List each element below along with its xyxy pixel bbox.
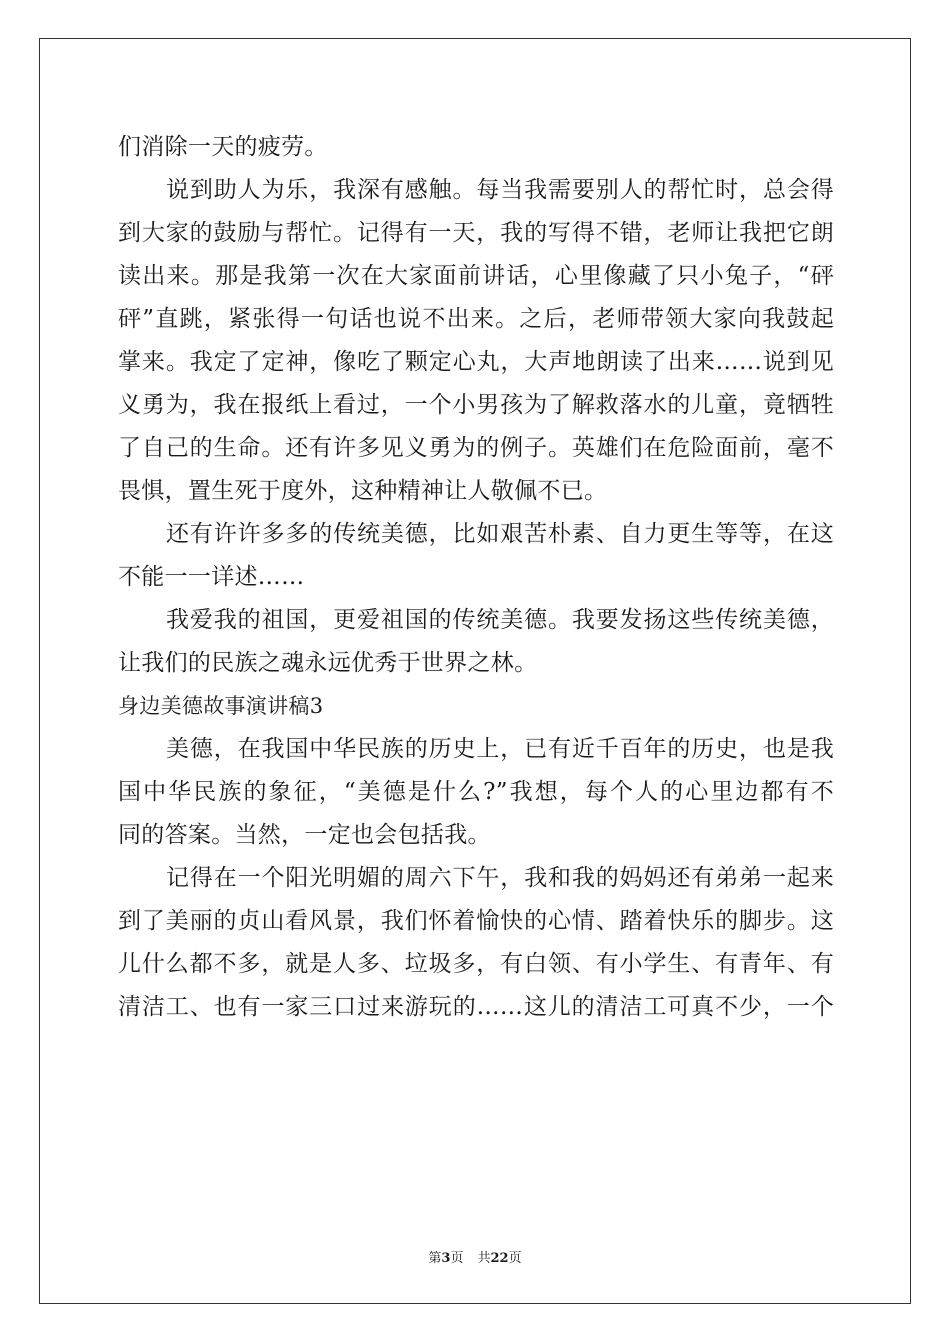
- text-line-6: 掌来。我定了定神，像吃了颗定心丸，大声地朗读了出来……说到见: [118, 349, 834, 375]
- text-line-17: 同的答案。当然，一定也会包括我。: [118, 822, 491, 848]
- text-line-12: 我爱我的祖国，更爱祖国的传统美德。我要发扬这些传统美德，: [166, 607, 834, 633]
- text-line-4: 读出来。那是我第一次在大家面前讲话，心里像藏了只小兔子，“砰: [118, 263, 834, 289]
- total-prefix: 共: [477, 1251, 491, 1266]
- text-line-1: 们消除一天的疲劳。: [118, 134, 328, 160]
- section-heading: 身边美德故事演讲稿3: [118, 694, 324, 718]
- page-number: 3: [441, 1251, 451, 1266]
- text-line-15: 美德，在我国中华民族的历史上，已有近千百年的历史，也是我: [166, 736, 834, 762]
- text-line-18: 记得在一个阳光明媚的周六下午，我和我的妈妈还有弟弟一起来: [166, 865, 834, 891]
- text-line-9: 畏惧，置生死于度外，这种精神让人敬佩不已。: [118, 478, 608, 504]
- text-line-7: 义勇为，我在报纸上看过，一个小男孩为了解救落水的儿童，竟牺牲: [118, 392, 834, 418]
- text-line-16: 国中华民族的象征，“美德是什么?”我想，每个人的心里边都有不: [118, 779, 834, 805]
- text-line-13: 让我们的民族之魂永远优秀于世界之林。: [118, 650, 538, 676]
- page-prefix: 第: [428, 1251, 442, 1266]
- text-line-20: 儿什么都不多，就是人多、垃圾多，有白领、有小学生、有青年、有: [118, 951, 834, 977]
- text-line-11: 不能一一详述……: [118, 564, 305, 590]
- text-line-21: 清洁工、也有一家三口过来游玩的……这儿的清洁工可真不少，一个: [118, 994, 834, 1020]
- text-line-2: 说到助人为乐，我深有感触。每当我需要别人的帮忙时，总会得: [166, 177, 834, 203]
- page-total: 22: [490, 1251, 509, 1266]
- page-unit: 页: [450, 1251, 464, 1266]
- text-line-3: 到大家的鼓励与帮忙。记得有一天，我的写得不错，老师让我把它朗: [118, 220, 834, 246]
- document-body: [118, 126, 834, 1029]
- text-line-19: 到了美丽的贞山看风景，我们怀着愉快的心情、踏着快乐的脚步。这: [118, 908, 834, 934]
- total-unit: 页: [508, 1251, 522, 1266]
- text-line-8: 了自己的生命。还有许多见义勇为的例子。英雄们在危险面前，毫不: [118, 435, 834, 461]
- text-line-10: 还有许许多多的传统美德，比如艰苦朴素、自力更生等等，在这: [166, 521, 834, 547]
- text-line-5: 砰”直跳，紧张得一句话也说不出来。之后，老师带领大家向我鼓起: [118, 306, 834, 332]
- page-footer: [0, 1247, 950, 1266]
